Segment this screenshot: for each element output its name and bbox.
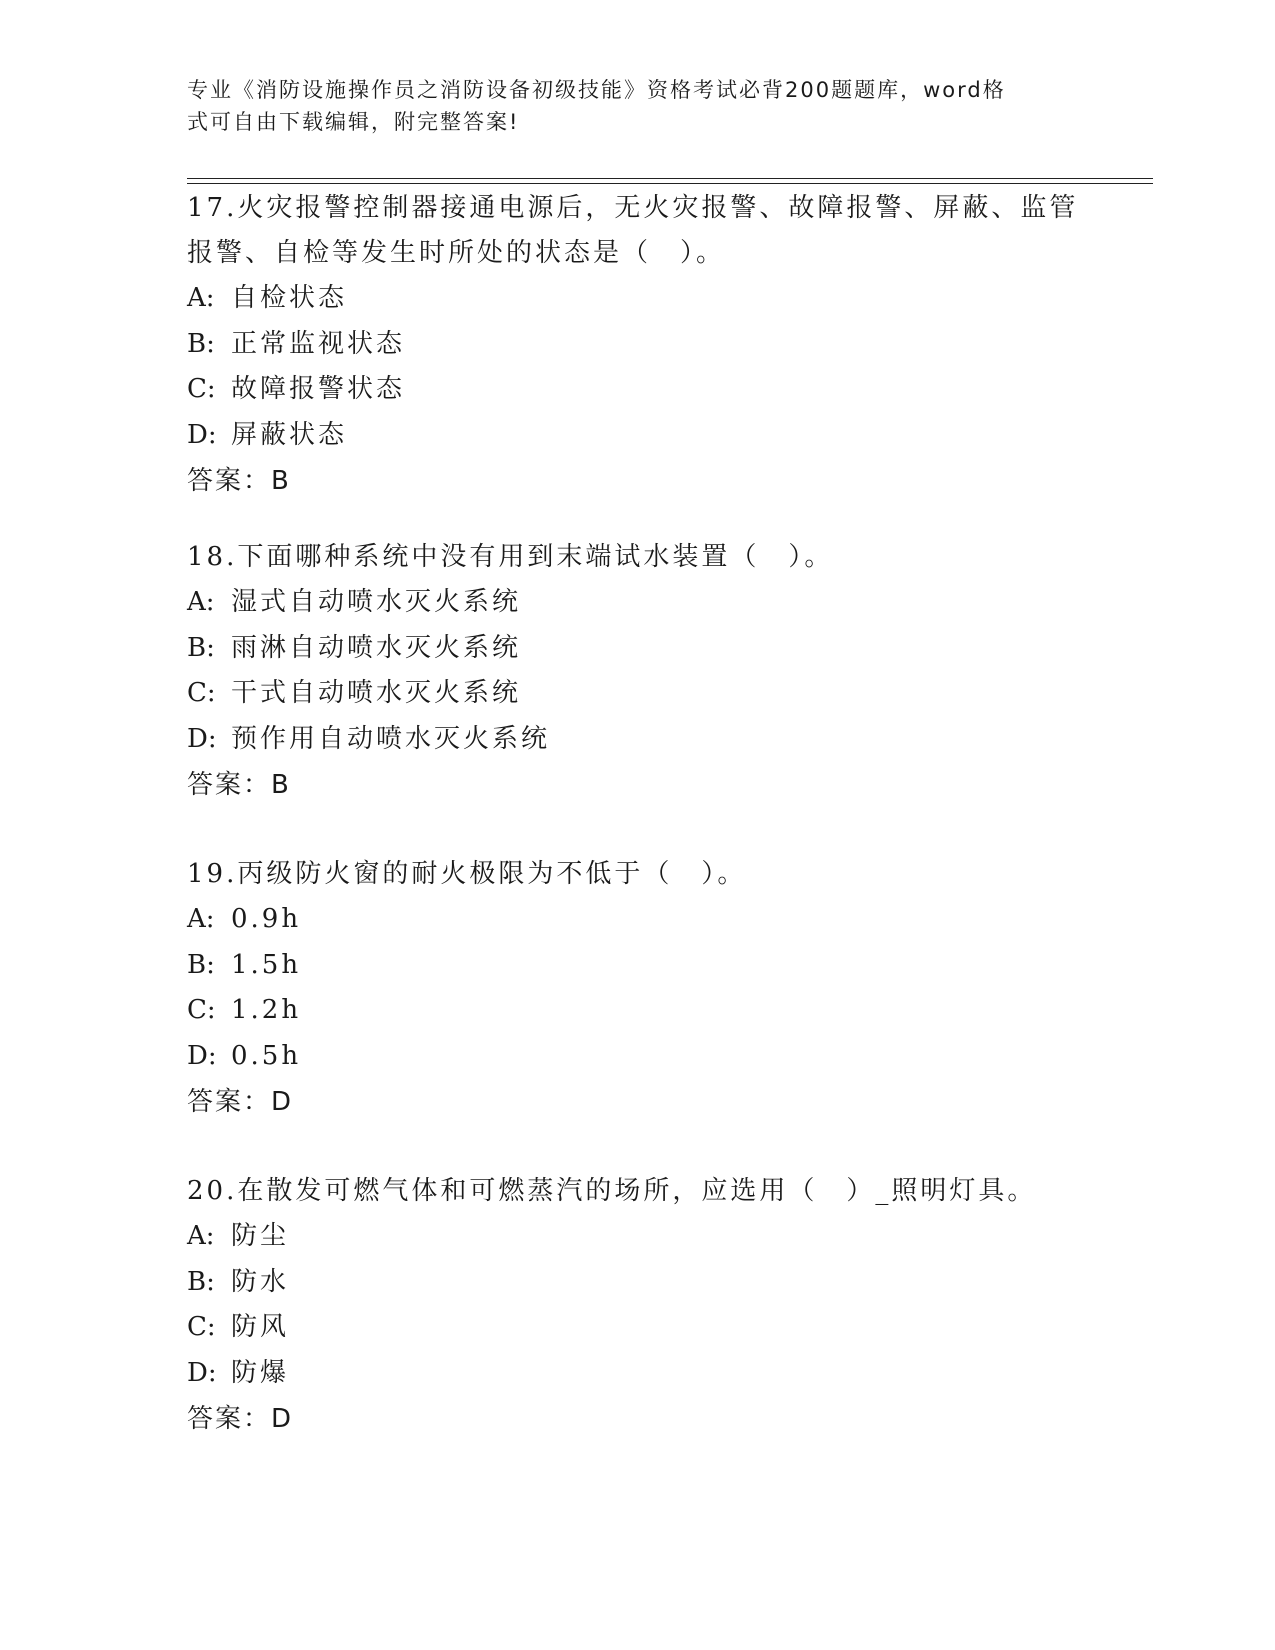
option-key: A: [187,587,215,617]
option-a [187,276,1087,322]
option-key: B: [187,328,215,359]
option-text: 0.5h [231,1040,302,1071]
header-divider-top [187,178,1153,179]
option-key: B: [187,1266,215,1297]
answer-value: D [271,1404,294,1434]
answer-label: 答案： [187,1087,272,1117]
question-20 [187,1169,1087,1442]
answer-label: 答案： [187,770,272,800]
option-key: A: [187,1221,215,1251]
option-key: D: [187,1357,217,1388]
option-key: A: [187,283,215,313]
option-d [187,1034,1087,1080]
option-key: C: [187,1312,216,1342]
question-18 [187,535,1087,808]
option-key: D: [187,723,217,754]
answer-value: B [271,770,291,800]
option-text: 干式自动喷水灭火系统 [231,678,522,708]
question-stem: 18.下面哪种系统中没有用到末端试水装置（ ）。 [187,542,834,572]
answer-line [187,1396,1087,1442]
answer-line [187,458,1087,504]
option-key: D: [187,1040,217,1071]
option-text: 雨淋自动喷水灭火系统 [231,632,522,663]
option-c [187,1305,1087,1351]
option-text: 1.2h [231,995,302,1025]
option-text: 故障报警状态 [231,374,406,404]
option-text: 防水 [231,1266,290,1297]
option-text: 防尘 [231,1221,290,1251]
option-b [187,322,1087,368]
option-d [187,1351,1087,1397]
answer-line [187,1079,1087,1125]
header-divider-bottom [187,183,1153,184]
answer-label: 答案： [187,1404,272,1434]
option-d [187,413,1087,459]
option-a [187,580,1087,626]
option-c [187,988,1087,1034]
question-stem: 17.火灾报警控制器接通电源后，无火灾报警、故障报警、屏蔽、监管 [187,193,1079,223]
option-d [187,717,1087,763]
header-line-1: 专业《消防设施操作员之消防设备初级技能》资格考试必背200题题库，word格 [187,78,1006,102]
option-key: B: [187,632,215,663]
document-header [187,74,1067,138]
header-line-2: 式可自由下载编辑，附完整答案! [187,110,520,134]
option-text: 自检状态 [231,283,348,313]
option-text: 预作用自动喷水灭火系统 [231,723,551,754]
option-text: 防风 [231,1312,290,1342]
option-c [187,671,1087,717]
question-19 [187,852,1087,1125]
option-key: B: [187,949,215,980]
option-text: 0.9h [231,904,302,934]
option-text: 正常监视状态 [231,328,406,359]
question-stem: 19.丙级防火窗的耐火极限为不低于（ ）。 [187,859,747,889]
option-text: 防爆 [231,1357,290,1388]
option-b [187,1260,1087,1306]
option-key: A: [187,904,215,934]
option-b [187,943,1087,989]
option-key: D: [187,419,217,450]
option-b [187,626,1087,672]
question-17 [187,186,1087,504]
option-key: C: [187,678,216,708]
option-text: 屏蔽状态 [231,419,348,450]
option-text: 1.5h [231,949,302,980]
option-key: C: [187,995,216,1025]
option-c [187,367,1087,413]
option-text: 湿式自动喷水灭火系统 [231,587,522,617]
answer-label: 答案： [187,466,272,496]
answer-value: B [271,466,291,496]
question-stem: 20.在散发可燃气体和可燃蒸汽的场所，应选用（ ）_照明灯具。 [187,1176,1037,1206]
option-a [187,1214,1087,1260]
question-stem-continued: 报警、自检等发生时所处的状态是（ ）。 [187,238,726,268]
option-key: C: [187,374,216,404]
answer-line [187,762,1087,808]
option-a [187,897,1087,943]
answer-value: D [271,1087,294,1117]
